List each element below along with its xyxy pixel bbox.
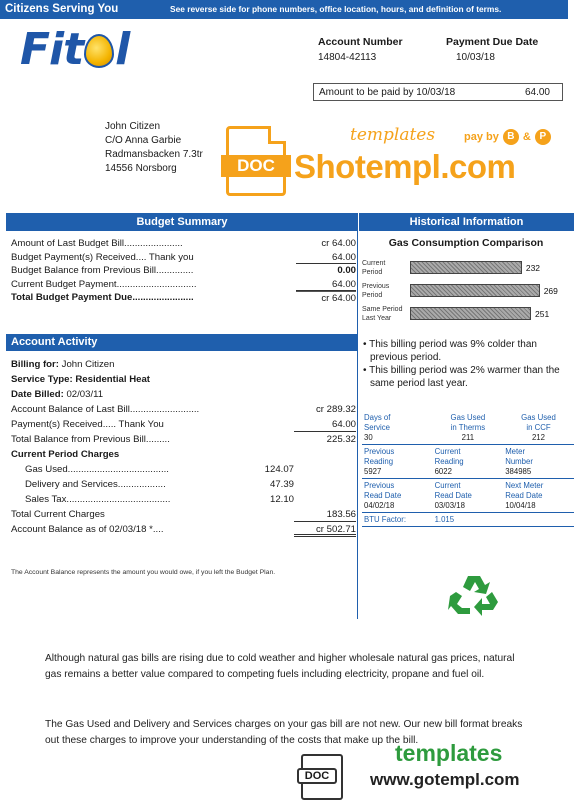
address-line: John Citizen bbox=[105, 121, 161, 132]
total-charges-row: Total Current Charges 183.56 bbox=[11, 509, 356, 520]
gas-consumption-chart bbox=[362, 256, 574, 325]
info-paragraph: Although natural gas bills are rising due to cold weather and higher wholesale natural gas prices, natural gas remains a better value compared to competing fuels including electricity, propane and fuel oil. bbox=[45, 653, 515, 680]
doc-file-icon: DOC bbox=[226, 126, 286, 196]
charge-row: Sales Tax....................................... 12.10 bbox=[25, 494, 294, 505]
historical-info-header: Historical Information bbox=[358, 213, 574, 231]
budget-row: Current Budget Payment.............................. 64.00 bbox=[11, 278, 356, 290]
address-line: 14556 Norsborg bbox=[105, 163, 177, 174]
account-header bbox=[318, 36, 568, 63]
btu-row: BTU Factor: 1.015 bbox=[362, 514, 574, 527]
charge-row: Gas Used...................................... 124.07 bbox=[25, 464, 294, 475]
gas-bar-label: Same Period Last Year bbox=[362, 305, 403, 322]
account-number: 14804-42113 bbox=[318, 52, 377, 63]
amount-due: 64.00 bbox=[524, 86, 550, 98]
balance-note: The Account Balance represents the amount you would owe, if you left the Budget Plan. bbox=[11, 569, 276, 576]
mailing-address bbox=[105, 120, 203, 176]
account-balance-row: Account Balance as of 02/03/18 *.... cr 502.71 bbox=[11, 524, 356, 535]
gas-bar-value: 269 bbox=[543, 285, 558, 296]
budget-row: Budget Payment(s) Received.... Thank you 64.00 bbox=[11, 251, 356, 263]
doc-file-icon: DOC bbox=[301, 754, 343, 800]
budget-row: Budget Balance from Previous Bill.............. 0.00 bbox=[11, 265, 356, 276]
gas-chart-title: Gas Consumption Comparison bbox=[388, 237, 544, 249]
budget-total-row: Total Budget Payment Due....................... cr 64.00 bbox=[11, 292, 356, 304]
gas-bar bbox=[410, 261, 522, 274]
gas-bar-row bbox=[362, 256, 574, 279]
gas-bar-value: 251 bbox=[535, 308, 550, 319]
current-charges-title: Current Period Charges bbox=[11, 449, 120, 460]
activity-row: Total Balance from Previous Bill......... 225.32 bbox=[11, 434, 356, 445]
watermark-pay-by: pay by B & P bbox=[464, 129, 551, 145]
meter-info bbox=[362, 412, 574, 528]
drop-icon bbox=[84, 34, 114, 68]
meter-row: Days of Service 30 Gas Used in Therms 211 Gas Used in CCF 212 bbox=[362, 412, 574, 445]
gas-bar-row bbox=[362, 302, 574, 325]
budget-summary-header: Budget Summary bbox=[6, 213, 358, 231]
shotempl-watermark bbox=[222, 120, 572, 200]
address-line: C/O Anna Garbie bbox=[105, 135, 182, 146]
comparison-bullet: • This billing period was 2% warmer than the same period last year. bbox=[363, 365, 560, 389]
account-activity: Billing for: John Citizen Service Type: Residential Heat Date Billed: 02/03/11 Account Balance of Last Bill.......................... cr 289.32 Payment(s) Received..... Thank You 64.00 Total Balance from Previous Bill......... 225.32 Current Period Charges Gas Used...................................... 124.07 Delivery and Services.................. 47.39 Sales Tax....................................... 12.10 Total Current Charges 183.56 Account Balance as of 02/03/18 *.... cr 502.71 bbox=[11, 359, 356, 535]
column-divider bbox=[357, 231, 358, 619]
budget-row: Amount of Last Budget Bill...................... cr 64.00 bbox=[11, 238, 356, 249]
due-date-label: Payment Due Date bbox=[446, 36, 539, 48]
gas-bar-label: Current Period bbox=[362, 259, 386, 276]
activity-row: Account Balance of Last Bill.......................... cr 289.32 bbox=[11, 404, 356, 415]
due-date: 10/03/18 bbox=[456, 52, 495, 63]
amount-due-box bbox=[313, 83, 563, 101]
fitol-logo: Fit l bbox=[20, 24, 130, 75]
charge-row: Delivery and Services.................. 47.39 bbox=[25, 479, 294, 490]
address-line: Radmansbacken 7.3tr bbox=[105, 149, 203, 160]
budget-summary bbox=[11, 237, 356, 305]
recycle-icon bbox=[448, 572, 500, 618]
bitcoin-icon: B bbox=[503, 129, 519, 145]
comparison-bullet: • This billing period was 9% colder than previous period. bbox=[363, 339, 537, 363]
gas-bar-label: Previous Period bbox=[362, 282, 390, 299]
paypal-icon: P bbox=[535, 129, 551, 145]
info-paragraph: The Gas Used and Delivery and Services charges on your gas bill are not new. Our new bill format breaks out these charges to improve your understanding of the costs that make up the bill. bbox=[45, 719, 523, 746]
meter-row: Previous Reading 5927 Current Reading 6022 Meter Number 384985 bbox=[362, 446, 574, 479]
activity-row: Payment(s) Received..... Thank You 64.00 bbox=[11, 419, 356, 430]
watermark-templates: templates bbox=[350, 125, 436, 145]
gas-bar bbox=[410, 307, 531, 320]
gas-bar-row bbox=[362, 279, 574, 302]
billing-comparison bbox=[362, 339, 572, 391]
service-type: Service Type: Residential Heat bbox=[11, 374, 150, 385]
amount-due-label: Amount to be paid by 10/03/18 bbox=[319, 86, 456, 98]
account-activity-header: Account Activity bbox=[6, 334, 358, 351]
gas-bar bbox=[410, 284, 540, 297]
meter-row: Previous Read Date 04/02/18 Current Read Date 03/03/18 Next Meter Read Date 10/04/18 bbox=[362, 480, 574, 513]
watermark-brand: Shotempl.com bbox=[294, 148, 516, 185]
account-number-label: Account Number bbox=[318, 36, 403, 48]
gotempl-watermark: DOC templates www.gotempl.com bbox=[295, 740, 575, 806]
citizens-serving-header: Citizens Serving You See reverse side for phone numbers, office location, hours, and definition of terms. bbox=[0, 0, 568, 19]
gas-bar-value: 232 bbox=[525, 262, 541, 273]
